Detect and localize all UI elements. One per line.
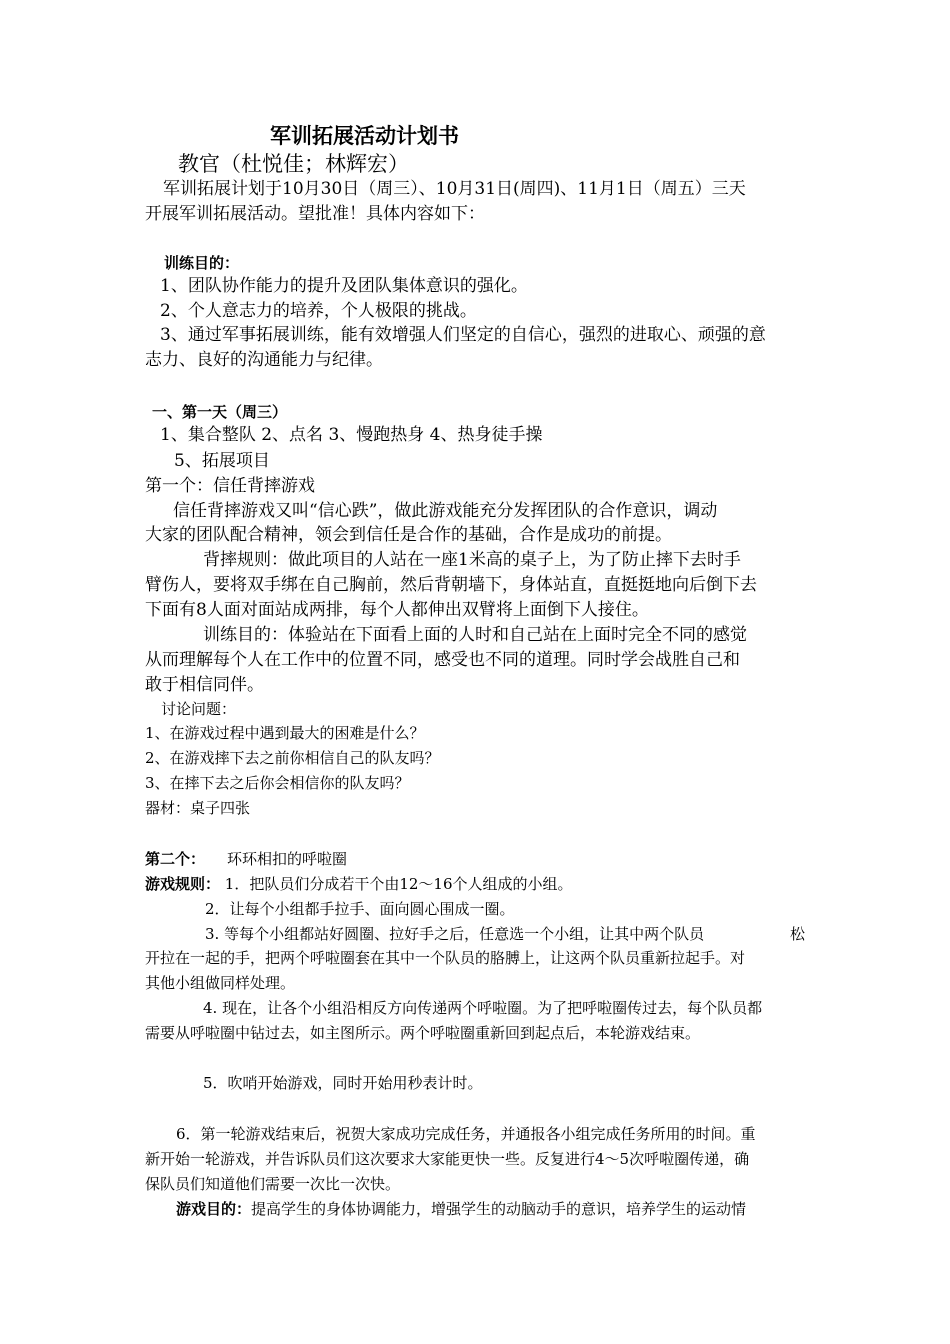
document-title: 军训拓展活动计划书 (270, 123, 459, 148)
game1-purpose: 从而理解每个人在工作中的位置不同，感受也不同的道理。同时学会战胜自己和 (145, 650, 740, 670)
game1-purpose: 敢于相信同伴。 (145, 675, 264, 695)
game1-purpose: 训练目的：体验站在下面看上面的人时和自己站在上面时完全不同的感觉 (203, 625, 747, 645)
game2-rule: 4. 现在，让各个小组沿相反方向传递两个呼啦圈。为了把呼啦圈传过去，每个队员都 (203, 999, 763, 1017)
day1-agenda: 5、拓展项目 (174, 451, 270, 471)
game2-rules-label: 游戏规则： (145, 875, 221, 893)
game2-rules-line (145, 873, 573, 895)
goal-item: 1、团队协作能力的提升及团队集体意识的强化。 (160, 276, 528, 296)
day1-heading: 一、第一天（周三） (152, 403, 288, 421)
game2-rule: 新开始一轮游戏，并告诉队员们这次要求大家能更快一些。反复进行4～5次呼啦圈传递，确 (145, 1150, 750, 1168)
game2-rule: 松 (790, 925, 806, 943)
game2-rule: 3. 等每个小组都站好圆圈、拉好手之后，任意选一个小组，让其中两个队员 (205, 925, 705, 943)
game2-rule: 6．第一轮游戏结束后，祝贺大家成功完成任务，并通报各小组完成任务所用的时间。重 (176, 1125, 756, 1143)
game1-rules: 背摔规则：做此项目的人站在一座1米高的桌子上，为了防止摔下去时手 (203, 550, 741, 570)
discussion-heading: 讨论问题： (161, 700, 237, 718)
intro-line-2: 开展军训拓展活动。望批准！具体内容如下： (145, 204, 485, 224)
game2-rule: 2．让每个小组都手拉手、面向圆心围成一圈。 (205, 900, 515, 918)
goals-heading: 训练目的： (164, 254, 240, 272)
instructors-line: 教官（杜悦佳；林辉宏） (178, 152, 409, 176)
game2-rule: 1．把队员们分成若干个由12～16个人组成的小组。 (224, 875, 573, 893)
game2-purpose-line (176, 1198, 746, 1220)
day1-agenda: 1、集合整队 2、点名 3、慢跑热身 4、热身徒手操 (160, 425, 543, 445)
game1-desc: 大家的团队配合精神，领会到信任是合作的基础，合作是成功的前提。 (145, 525, 672, 545)
game2-rule: 保队员们知道他们需要一次比一次快。 (145, 1175, 401, 1193)
game1-rules: 臂伤人，要将双手绑在自己胸前，然后背朝墙下，身体站直，直挺挺地向后倒下去 (145, 575, 757, 595)
game2-purpose-label: 游戏目的： (176, 1200, 252, 1218)
game1-desc: 信任背摔游戏又叫“信心跌”，做此游戏能充分发挥团队的合作意识，调动 (173, 501, 718, 521)
game2-rule: 5．吹哨开始游戏，同时开始用秒表计时。 (203, 1074, 483, 1092)
discussion-question: 2、在游戏摔下去之前你相信自己的队友吗？ (145, 749, 440, 767)
goal-item: 3、通过军事拓展训练，能有效增强人们坚定的自信心，强烈的进取心、顽强的意 (160, 325, 766, 345)
intro-line-1: 军训拓展计划于10月30日（周三）、10月31日(周四)、11月1日（周五）三天 (163, 179, 746, 199)
game1-rules: 下面有8人面对面站成两排，每个人都伸出双臂将上面倒下人接住。 (145, 600, 649, 620)
game2-title-label: 第二个： (145, 850, 206, 868)
game2-title-name: 环环相扣的呼啦圈 (227, 850, 348, 868)
discussion-question: 3、在摔下去之后你会相信你的队友吗？ (145, 774, 410, 792)
game2-rule: 其他小组做同样处理。 (145, 974, 296, 992)
game1-title: 第一个：信任背摔游戏 (145, 476, 315, 496)
goal-item: 志力、良好的沟通能力与纪律。 (145, 350, 383, 370)
game2-rule: 开拉在一起的手，把两个呼啦圈套在其中一个队员的胳膊上，让这两个队员重新拉起手。对 (145, 949, 746, 967)
game2-purpose-text: 提高学生的身体协调能力，增强学生的动脑动手的意识，培养学生的运动情 (251, 1200, 747, 1218)
game2-rule: 需要从呼啦圈中钻过去，如主图所示。两个呼啦圈重新回到起点后，本轮游戏结束。 (145, 1024, 701, 1042)
equipment-line: 器材：桌子四张 (145, 799, 251, 817)
goal-item: 2、个人意志力的培养，个人极限的挑战。 (160, 301, 477, 321)
discussion-question: 1、在游戏过程中遇到最大的困难是什么？ (145, 724, 425, 742)
game2-title (145, 848, 347, 870)
